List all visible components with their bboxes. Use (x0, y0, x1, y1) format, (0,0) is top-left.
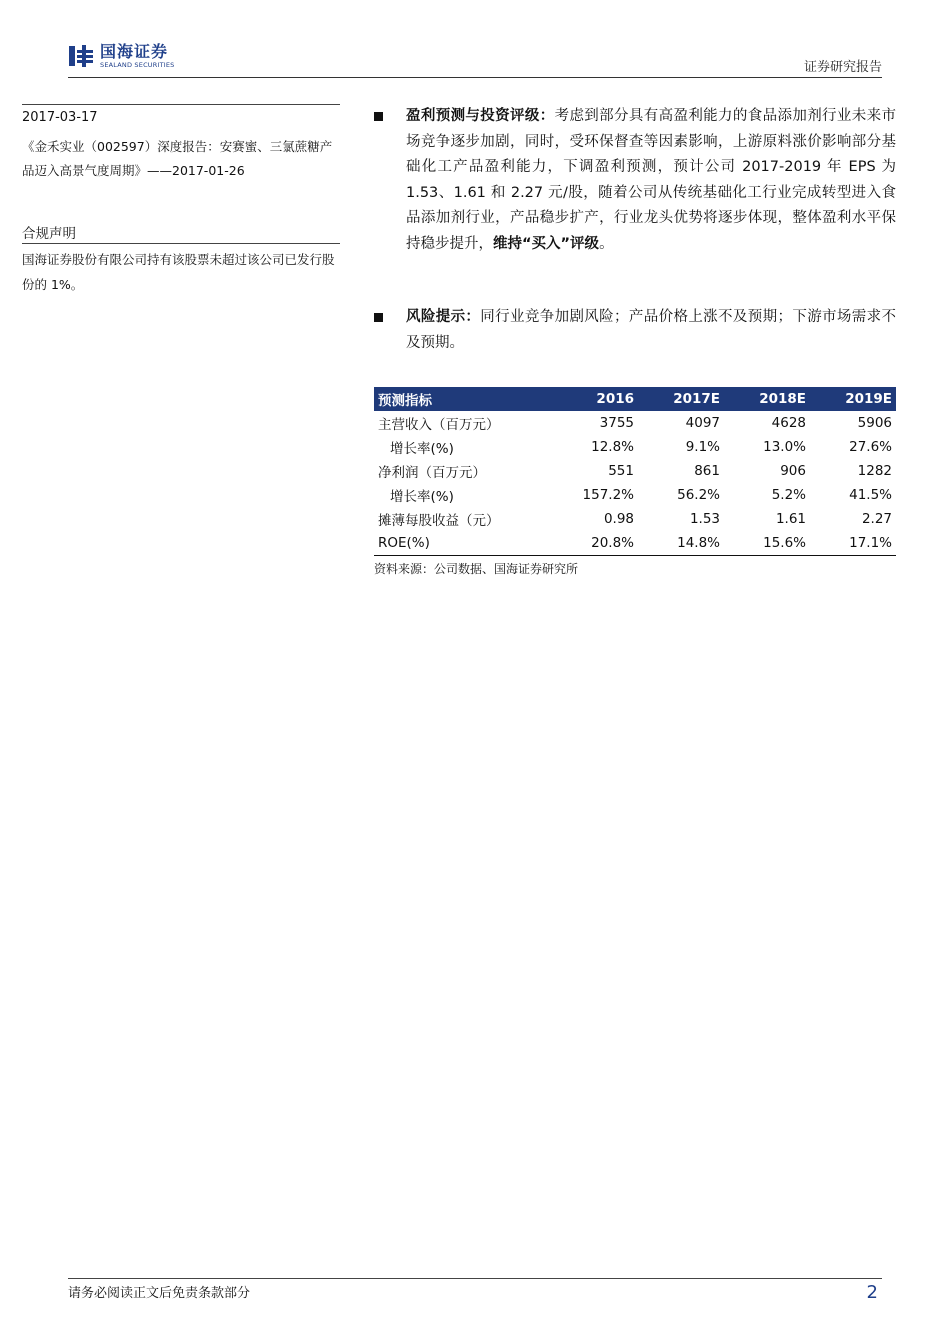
table-cell: 12.8% (591, 439, 634, 455)
table-cell: 41.5% (849, 487, 892, 503)
page-number: 2 (866, 1282, 878, 1303)
bullet-square-icon (374, 313, 383, 322)
table-cell: 56.2% (677, 487, 720, 503)
table-cell: 2.27 (861, 511, 892, 527)
left-divider-top (22, 104, 340, 105)
compliance-divider (22, 243, 340, 244)
table-cell: 4628 (771, 415, 806, 431)
table-cell: 906 (780, 463, 806, 479)
table-cell: 13.0% (763, 439, 806, 455)
risk-label: 风险提示： (406, 309, 481, 325)
row-label: 增长率(%) (390, 441, 454, 457)
rating-text: 维持“买入”评级 (493, 235, 600, 252)
company-name-en: SEALAND SECURITIES (100, 61, 175, 69)
table-row (374, 531, 896, 556)
table-cell: 157.2% (582, 487, 634, 503)
header-divider (68, 77, 882, 78)
table-cell: 1.53 (689, 511, 720, 527)
bullet-square-icon (374, 112, 383, 121)
column-header: 2018E (724, 387, 810, 411)
document-type: 证券研究报告 (803, 60, 882, 75)
column-header: 2016 (552, 387, 638, 411)
table-cell: 15.6% (724, 531, 810, 556)
related-report: 《金禾实业（002597）深度报告：安赛蜜、三氯蔗糖产品迈入高景气度周期》——2017-01-26 (22, 139, 333, 178)
risk-paragraph (374, 305, 896, 356)
row-label: 增长率(%) (390, 489, 454, 505)
report-date: 2017-03-17 (22, 110, 98, 125)
table-cell: 5.2% (771, 487, 806, 503)
table-cell: 14.8% (638, 531, 724, 556)
forecast-paragraph (374, 104, 896, 257)
row-label: 净利润（百万元） (378, 465, 486, 481)
table-row (374, 507, 896, 531)
table-cell: 1.61 (775, 511, 806, 527)
table-cell: 20.8% (552, 531, 638, 556)
table-cell: 17.1% (810, 531, 896, 556)
table-row (374, 459, 896, 483)
table-cell: 551 (608, 463, 634, 479)
row-label: 主营收入（百万元） (378, 417, 500, 433)
row-label: ROE(%) (374, 531, 552, 556)
footer-divider (68, 1278, 882, 1279)
compliance-text: 国海证券股份有限公司持有该股票未超过该公司已发行股份的 1%。 (22, 252, 335, 292)
forecast-end: 。 (599, 235, 614, 252)
table-cell: 1282 (857, 463, 892, 479)
company-logo (68, 44, 175, 69)
forecast-label: 盈利预测与投资评级： (406, 108, 555, 124)
table-cell: 0.98 (603, 511, 634, 527)
table-cell: 4097 (685, 415, 720, 431)
column-header: 2017E (638, 387, 724, 411)
table-cell: 3755 (599, 415, 634, 431)
table-row (374, 411, 896, 435)
table-row (374, 483, 896, 507)
column-header: 预测指标 (374, 387, 552, 411)
company-name-cn: 国海证券 (100, 42, 169, 61)
table-header-row (374, 387, 896, 411)
table-row (374, 435, 896, 459)
table-cell: 861 (694, 463, 720, 479)
table-cell: 27.6% (849, 439, 892, 455)
table-cell: 5906 (857, 415, 892, 431)
forecast-text: 考虑到部分具有高盈利能力的食品添加剂行业未来市场竞争逐步加剧，同时，受环保督查等因素影响，上游原料涨价影响部分基础化工产品盈利能力，下调盈利预测，预计公司 2017-2019 年 EPS 为 1.53、1.61 和 2.27 元/股，随着公司从传统基础化工行业完成转型进入食品添加剂行业，产品稳步扩产，行业龙头优势将逐步体现，整体盈利水平保持稳步提升， (406, 108, 896, 252)
risk-text: 同行业竞争加剧风险；产品价格上涨不及预期；下游市场需求不及预期。 (406, 309, 896, 351)
row-label: 摊薄每股收益（元） (378, 513, 500, 529)
forecast-table (374, 387, 896, 556)
footer-disclaimer: 请务必阅读正文后免责条款部分 (68, 1286, 251, 1301)
column-header: 2019E (810, 387, 896, 411)
sealand-logo-icon (68, 44, 94, 68)
compliance-title: 合规声明 (22, 226, 76, 242)
table-cell: 9.1% (685, 439, 720, 455)
table-source: 资料来源：公司数据、国海证券研究所 (374, 562, 579, 576)
